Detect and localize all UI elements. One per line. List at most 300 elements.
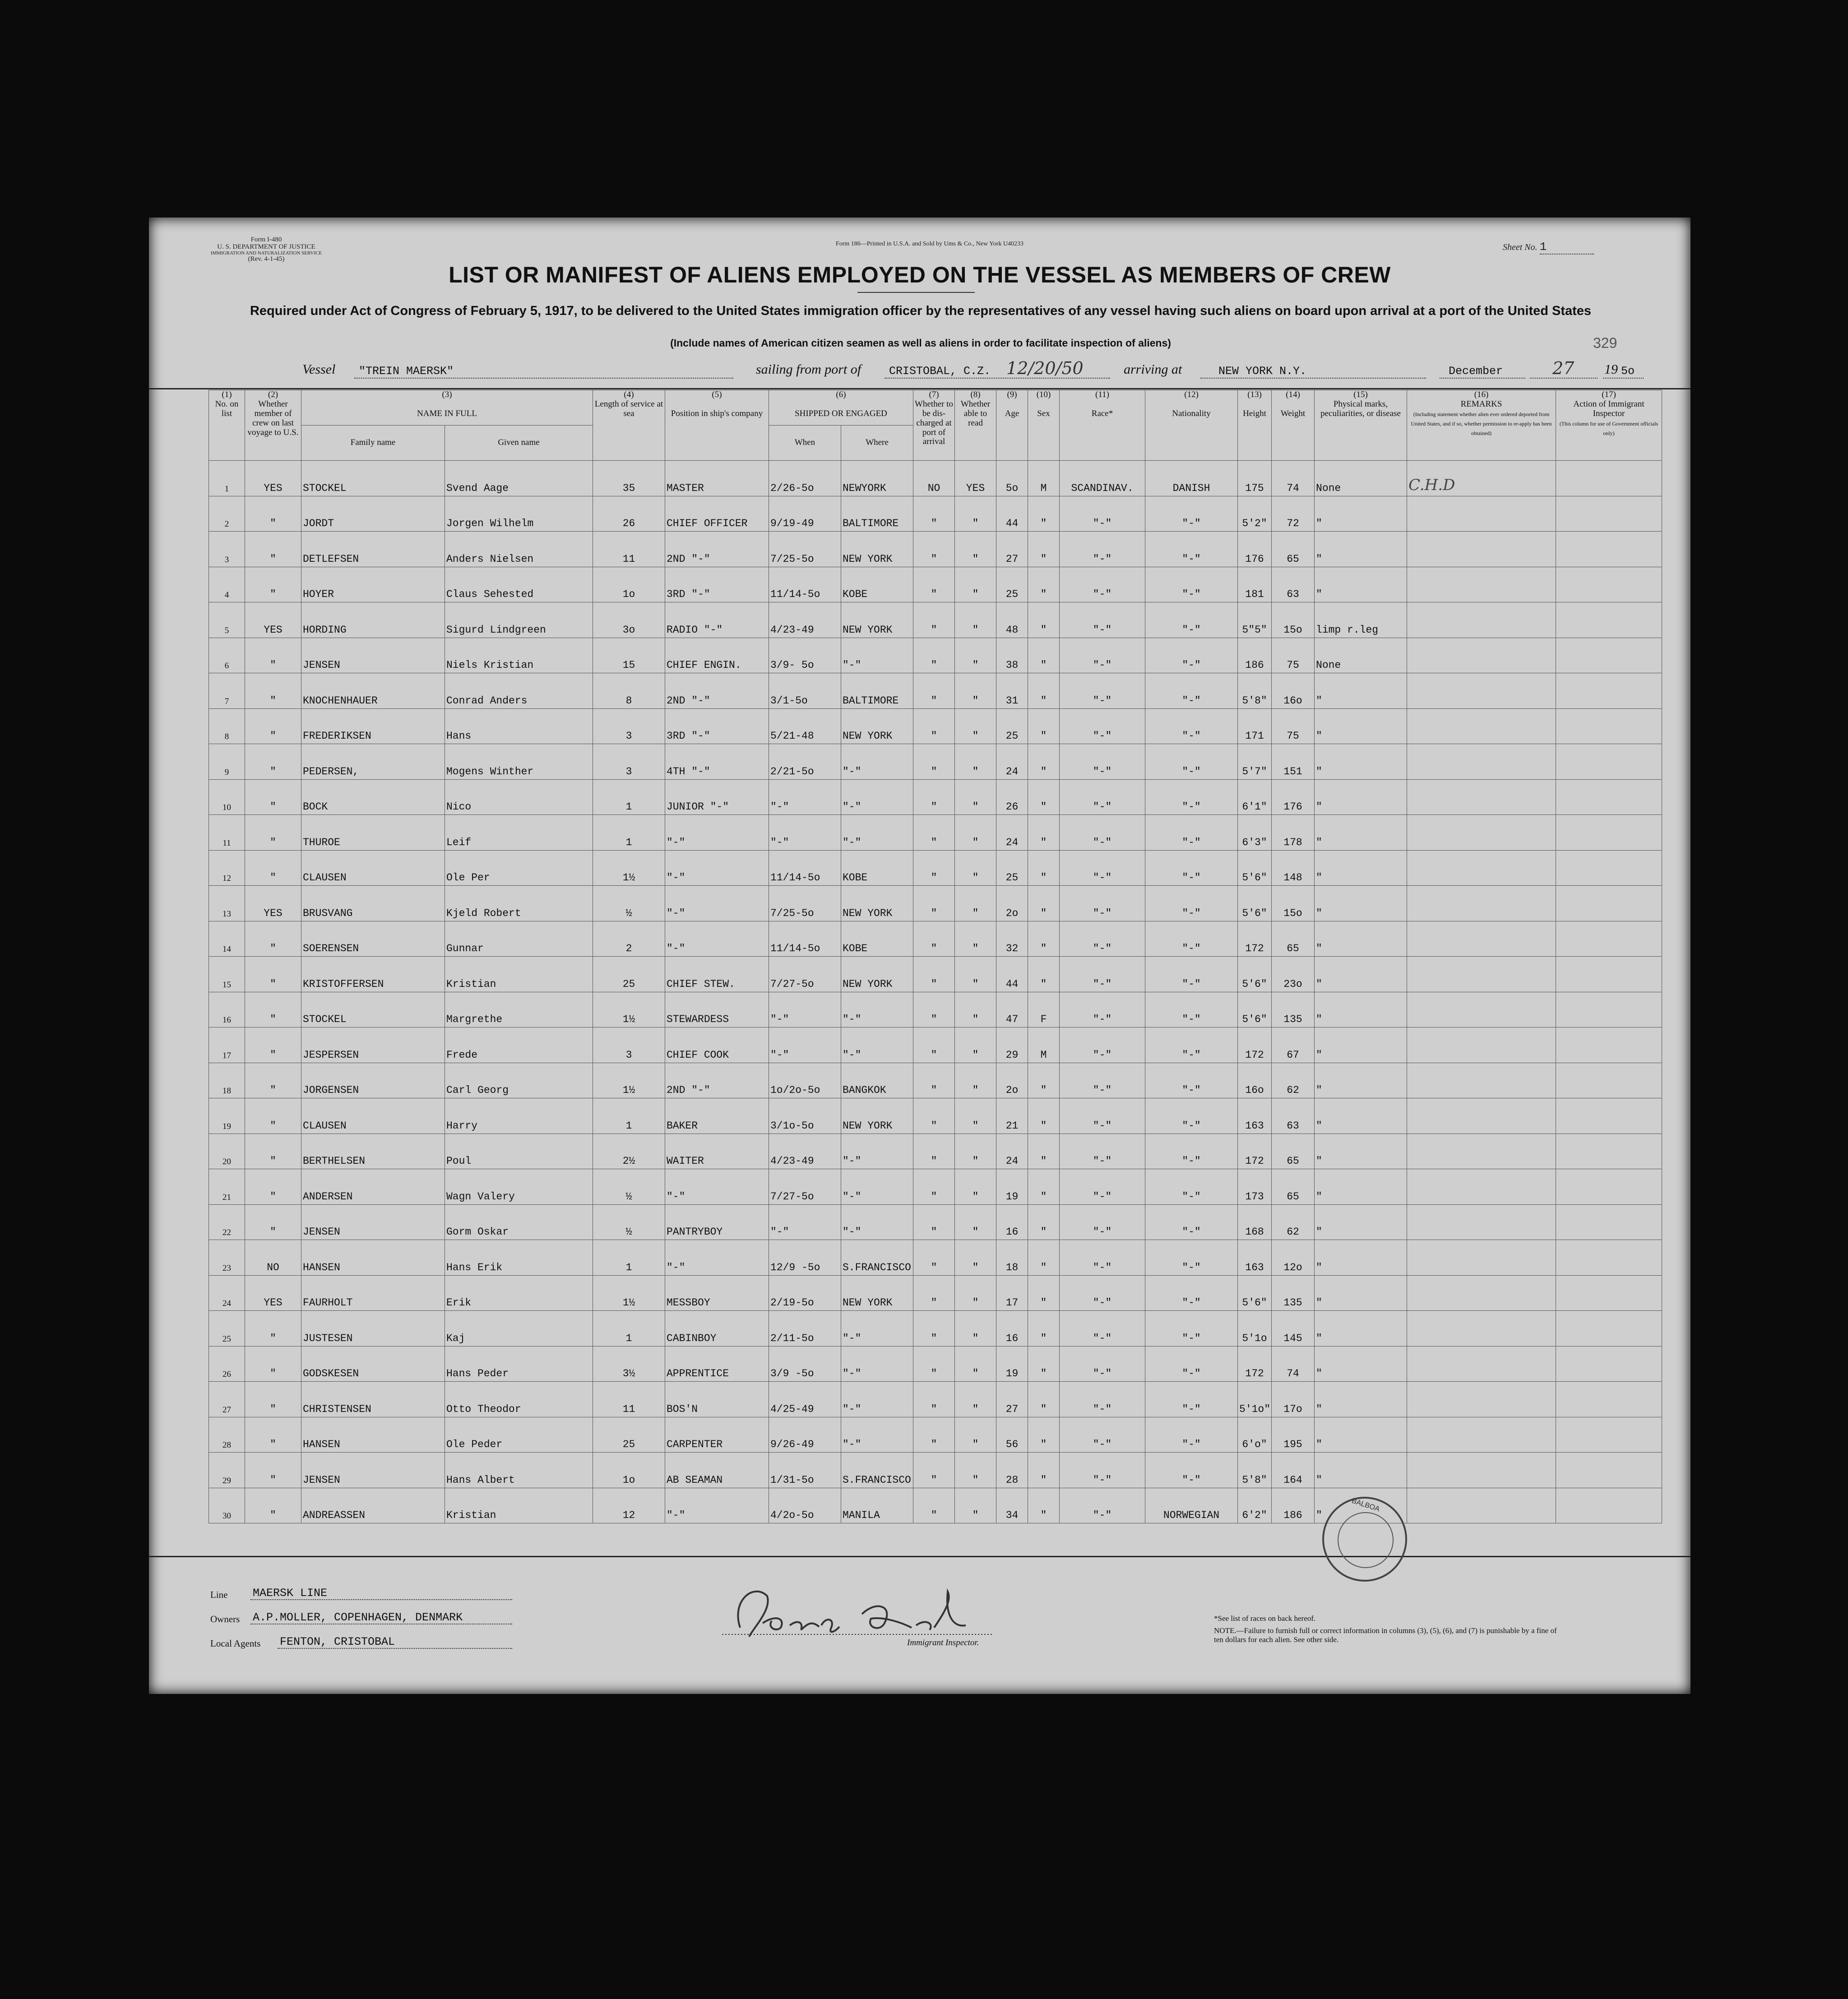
cell-shipped-where: "-" <box>841 1027 913 1063</box>
department-name: U. S. DEPARTMENT OF JUSTICE <box>217 243 315 250</box>
cell-inspector-action <box>1556 461 1662 496</box>
stamp-text: BALBOA <box>1351 1497 1381 1513</box>
cell-age: 19 <box>996 1169 1028 1205</box>
table-row <box>209 957 1662 992</box>
cell-row-number: 1 <box>209 461 245 496</box>
cell-inspector-action <box>1556 992 1662 1027</box>
cell-shipped-when: 3/9- 5o <box>769 638 841 673</box>
cell-service-length: 1o <box>593 567 665 602</box>
table-row <box>209 815 1662 851</box>
cell-position: "-" <box>665 850 769 886</box>
cell-position: WAITER <box>665 1134 769 1169</box>
port-underline <box>885 378 1110 379</box>
table-row <box>209 461 1662 496</box>
cell-inspector-action <box>1556 638 1662 673</box>
cell-service-length: 12 <box>593 1488 665 1523</box>
cell-physical-marks: " <box>1315 1204 1407 1240</box>
port-stamp <box>1322 1497 1407 1582</box>
cell-nationality: "-" <box>1145 1417 1238 1453</box>
cell-remarks <box>1407 1098 1556 1134</box>
cell-inspector-action <box>1556 708 1662 744</box>
owners-value: A.P.MOLLER, COPENHAGEN, DENMARK <box>253 1611 463 1624</box>
cell-sex: " <box>1028 815 1060 851</box>
cell-height: 173 <box>1238 1169 1272 1205</box>
cell-remarks <box>1407 886 1556 921</box>
cell-service-length: 3 <box>593 744 665 780</box>
cell-remarks <box>1407 1275 1556 1311</box>
cell-nationality: "-" <box>1145 957 1238 992</box>
cell-family-name: BERTHELSEN <box>301 1134 445 1169</box>
col-no-header: (1) No. on list <box>209 390 245 461</box>
cell-race: "-" <box>1060 1134 1145 1169</box>
cell-height: 6'o" <box>1238 1417 1272 1453</box>
cell-remarks <box>1407 602 1556 638</box>
cell-shipped-when: 7/25-5o <box>769 532 841 567</box>
cell-row-number: 9 <box>209 744 245 780</box>
cell-height: 172 <box>1238 1027 1272 1063</box>
cell-physical-marks: None <box>1315 638 1407 673</box>
cell-race: "-" <box>1060 850 1145 886</box>
subtitle-instruction: (Include names of American citizen seamen as well as aliens in order to facilitate inspection of aliens) <box>670 337 1171 349</box>
inspector-label: Immigrant Inspector. <box>907 1638 979 1647</box>
table-row <box>209 1417 1662 1453</box>
cell-sex: " <box>1028 602 1060 638</box>
cell-age: 24 <box>996 1134 1028 1169</box>
cell-row-number: 10 <box>209 779 245 815</box>
cell-weight: 145 <box>1272 1311 1315 1347</box>
cell-weight: 195 <box>1272 1417 1315 1453</box>
cell-height: 172 <box>1238 1134 1272 1169</box>
fine-note: NOTE.—Failure to furnish full or correct information in columns (3), (5), (6), and (7) is punishable by a fine of ten dollars for each alien. See other side. <box>1214 1626 1557 1644</box>
col-read-header: (8) Whether able to read <box>955 390 996 461</box>
cell-family-name: KRISTOFFERSEN <box>301 957 445 992</box>
cell-shipped-where: NEW YORK <box>841 708 913 744</box>
cell-service-length: 3o <box>593 602 665 638</box>
col-discharge-header: (7) Whether to be dis-charged at port of arrival <box>913 390 955 461</box>
cell-sex: " <box>1028 1382 1060 1417</box>
cell-race: "-" <box>1060 708 1145 744</box>
cell-position: "-" <box>665 1240 769 1276</box>
cell-shipped-where: S.FRANCISCO <box>841 1240 913 1276</box>
cell-height: 6'2" <box>1238 1488 1272 1523</box>
cell-discharged: " <box>913 1063 955 1098</box>
cell-physical-marks: " <box>1315 708 1407 744</box>
cell-race: "-" <box>1060 496 1145 532</box>
arrival-month: December <box>1449 365 1503 378</box>
table-row <box>209 1382 1662 1417</box>
cell-race: "-" <box>1060 602 1145 638</box>
cell-discharged: " <box>913 992 955 1027</box>
cell-position: MASTER <box>665 461 769 496</box>
cell-discharged: " <box>913 1417 955 1453</box>
cell-remarks <box>1407 673 1556 709</box>
cell-weight: 151 <box>1272 744 1315 780</box>
cell-shipped-when: 3/9 -5o <box>769 1346 841 1382</box>
cell-sex: " <box>1028 1453 1060 1488</box>
cell-family-name: FAURHOLT <box>301 1275 445 1311</box>
cell-remarks <box>1407 815 1556 851</box>
cell-last-voyage: " <box>245 921 301 957</box>
cell-last-voyage: " <box>245 1204 301 1240</box>
cell-weight: 74 <box>1272 1346 1315 1382</box>
cell-discharged: " <box>913 744 955 780</box>
cell-service-length: ½ <box>593 1204 665 1240</box>
cell-last-voyage: YES <box>245 461 301 496</box>
cell-nationality: "-" <box>1145 779 1238 815</box>
cell-able-to-read: " <box>955 1382 996 1417</box>
cell-able-to-read: " <box>955 673 996 709</box>
cell-weight: 135 <box>1272 992 1315 1027</box>
cell-shipped-where: BALTIMORE <box>841 673 913 709</box>
cell-weight: 148 <box>1272 850 1315 886</box>
cell-weight: 63 <box>1272 567 1315 602</box>
arriving-label: arriving at <box>1124 362 1182 377</box>
cell-nationality: "-" <box>1145 886 1238 921</box>
cell-nationality: "-" <box>1145 1204 1238 1240</box>
table-row <box>209 708 1662 744</box>
cell-height: 175 <box>1238 461 1272 496</box>
cell-row-number: 4 <box>209 567 245 602</box>
cell-remarks <box>1407 1169 1556 1205</box>
page-title: LIST OR MANIFEST OF ALIENS EMPLOYED ON THE VESSEL AS MEMBERS OF CREW <box>449 262 1391 287</box>
cell-weight: 75 <box>1272 638 1315 673</box>
cell-physical-marks: limp r.leg <box>1315 602 1407 638</box>
cell-row-number: 29 <box>209 1453 245 1488</box>
cell-service-length: ½ <box>593 1169 665 1205</box>
cell-position: "-" <box>665 886 769 921</box>
cell-service-length: 11 <box>593 1382 665 1417</box>
cell-inspector-action <box>1556 1453 1662 1488</box>
cell-remarks <box>1407 1134 1556 1169</box>
cell-discharged: " <box>913 1382 955 1417</box>
cell-sex: " <box>1028 496 1060 532</box>
cell-age: 44 <box>996 957 1028 992</box>
cell-last-voyage: YES <box>245 1275 301 1311</box>
cell-shipped-where: "-" <box>841 1346 913 1382</box>
cell-physical-marks: " <box>1315 1453 1407 1488</box>
cell-able-to-read: " <box>955 992 996 1027</box>
cell-sex: " <box>1028 850 1060 886</box>
cell-remarks <box>1407 1382 1556 1417</box>
cell-inspector-action <box>1556 1311 1662 1347</box>
cell-able-to-read: " <box>955 602 996 638</box>
cell-age: 25 <box>996 567 1028 602</box>
vessel-underline <box>354 378 733 379</box>
cell-physical-marks: " <box>1315 815 1407 851</box>
cell-row-number: 3 <box>209 532 245 567</box>
cell-weight: 15o <box>1272 602 1315 638</box>
cell-shipped-where: "-" <box>841 744 913 780</box>
cell-service-length: 25 <box>593 1417 665 1453</box>
cell-discharged: " <box>913 850 955 886</box>
cell-age: 29 <box>996 1027 1028 1063</box>
cell-race: "-" <box>1060 992 1145 1027</box>
cell-race: "-" <box>1060 1169 1145 1205</box>
cell-family-name: FREDERIKSEN <box>301 708 445 744</box>
cell-physical-marks: " <box>1315 779 1407 815</box>
table-row <box>209 1275 1662 1311</box>
cell-discharged: " <box>913 673 955 709</box>
cell-race: "-" <box>1060 1275 1145 1311</box>
cell-age: 16 <box>996 1311 1028 1347</box>
cell-position: 3RD "-" <box>665 567 769 602</box>
cell-inspector-action <box>1556 567 1662 602</box>
cell-physical-marks: None <box>1315 461 1407 496</box>
cell-row-number: 7 <box>209 673 245 709</box>
cell-remarks <box>1407 1311 1556 1347</box>
sheet-label: Sheet No. <box>1503 242 1538 252</box>
vessel-name: "TREIN MAERSK" <box>359 365 454 378</box>
cell-able-to-read: " <box>955 1027 996 1063</box>
cell-sex: " <box>1028 1240 1060 1276</box>
cell-last-voyage: " <box>245 1453 301 1488</box>
cell-inspector-action <box>1556 673 1662 709</box>
cell-position: BOS'N <box>665 1382 769 1417</box>
cell-position: AB SEAMAN <box>665 1453 769 1488</box>
table-row <box>209 1488 1662 1523</box>
cell-remarks: C.H.D <box>1407 461 1556 496</box>
cell-age: 32 <box>996 921 1028 957</box>
table-row <box>209 1346 1662 1382</box>
cell-shipped-when: 4/2o-5o <box>769 1488 841 1523</box>
cell-race: "-" <box>1060 1063 1145 1098</box>
sheet-value: 1 <box>1540 240 1594 255</box>
cell-age: 56 <box>996 1417 1028 1453</box>
cell-family-name: CHRISTENSEN <box>301 1382 445 1417</box>
cell-family-name: BRUSVANG <box>301 886 445 921</box>
table-row <box>209 673 1662 709</box>
cell-family-name: HANSEN <box>301 1417 445 1453</box>
cell-inspector-action <box>1556 1275 1662 1311</box>
cell-row-number: 15 <box>209 957 245 992</box>
cell-given-name: Frede <box>445 1027 593 1063</box>
cell-inspector-action <box>1556 602 1662 638</box>
cell-discharged: " <box>913 638 955 673</box>
cell-able-to-read: " <box>955 708 996 744</box>
cell-able-to-read: " <box>955 921 996 957</box>
cell-shipped-when: 11/14-5o <box>769 567 841 602</box>
col-remarks-header: (16) REMARKS (Including statement whether alien ever ordered deported from United States, and if so, whether permission to re-apply has been obtained) <box>1407 390 1556 461</box>
cell-age: 44 <box>996 496 1028 532</box>
cell-row-number: 26 <box>209 1346 245 1382</box>
arrival-underline <box>1200 378 1426 379</box>
cell-family-name: JESPERSEN <box>301 1027 445 1063</box>
cell-nationality: "-" <box>1145 992 1238 1027</box>
cell-family-name: ANDREASSEN <box>301 1488 445 1523</box>
cell-shipped-when: 11/14-5o <box>769 921 841 957</box>
cell-service-length: 3 <box>593 708 665 744</box>
cell-able-to-read: " <box>955 779 996 815</box>
cell-height: 5'1o <box>1238 1311 1272 1347</box>
cell-last-voyage: " <box>245 496 301 532</box>
cell-shipped-when: 7/25-5o <box>769 886 841 921</box>
cell-nationality: "-" <box>1145 1063 1238 1098</box>
cell-weight: 135 <box>1272 1275 1315 1311</box>
cell-row-number: 23 <box>209 1240 245 1276</box>
cell-able-to-read: " <box>955 532 996 567</box>
cell-race: "-" <box>1060 921 1145 957</box>
cell-sex: " <box>1028 1098 1060 1134</box>
col-family-name-header: Family name <box>301 426 445 461</box>
cell-shipped-where: S.FRANCISCO <box>841 1453 913 1488</box>
cell-family-name: JENSEN <box>301 1204 445 1240</box>
cell-able-to-read: " <box>955 1098 996 1134</box>
cell-given-name: Gunnar <box>445 921 593 957</box>
cell-age: 21 <box>996 1098 1028 1134</box>
cell-inspector-action <box>1556 1134 1662 1169</box>
cell-nationality: NORWEGIAN <box>1145 1488 1238 1523</box>
table-row <box>209 638 1662 673</box>
cell-race: SCANDINAV. <box>1060 461 1145 496</box>
cell-row-number: 17 <box>209 1027 245 1063</box>
col-sex-header: (10) Sex <box>1028 390 1060 461</box>
cell-shipped-when: 3/1-5o <box>769 673 841 709</box>
cell-last-voyage: " <box>245 1488 301 1523</box>
cell-discharged: " <box>913 1346 955 1382</box>
cell-age: 38 <box>996 638 1028 673</box>
cell-last-voyage: " <box>245 850 301 886</box>
cell-race: "-" <box>1060 1027 1145 1063</box>
cell-family-name: DETLEFSEN <box>301 532 445 567</box>
cell-remarks <box>1407 1027 1556 1063</box>
table-header <box>209 390 1662 461</box>
cell-last-voyage: " <box>245 532 301 567</box>
cell-nationality: "-" <box>1145 850 1238 886</box>
cell-sex: " <box>1028 673 1060 709</box>
cell-row-number: 24 <box>209 1275 245 1311</box>
cell-family-name: JUSTESEN <box>301 1311 445 1347</box>
cell-position: CHIEF STEW. <box>665 957 769 992</box>
cell-age: 5o <box>996 461 1028 496</box>
cell-shipped-when: 4/23-49 <box>769 1134 841 1169</box>
cell-discharged: " <box>913 1240 955 1276</box>
cell-shipped-when: 9/19-49 <box>769 496 841 532</box>
cell-given-name: Leif <box>445 815 593 851</box>
cell-height: 5'8" <box>1238 1453 1272 1488</box>
cell-race: "-" <box>1060 532 1145 567</box>
cell-row-number: 14 <box>209 921 245 957</box>
cell-shipped-where: "-" <box>841 1382 913 1417</box>
cell-inspector-action <box>1556 921 1662 957</box>
cell-family-name: SOERENSEN <box>301 921 445 957</box>
cell-physical-marks: " <box>1315 1134 1407 1169</box>
cell-age: 48 <box>996 602 1028 638</box>
cell-physical-marks: " <box>1315 1063 1407 1098</box>
cell-sex: " <box>1028 638 1060 673</box>
cell-remarks <box>1407 1453 1556 1488</box>
cell-shipped-where: NEW YORK <box>841 1275 913 1311</box>
cell-inspector-action <box>1556 1063 1662 1098</box>
cell-row-number: 25 <box>209 1311 245 1347</box>
cell-family-name: PEDERSEN, <box>301 744 445 780</box>
cell-shipped-where: KOBE <box>841 850 913 886</box>
cell-physical-marks: " <box>1315 1488 1407 1523</box>
cell-service-length: 1½ <box>593 1063 665 1098</box>
sheet-number <box>1503 240 1594 255</box>
cell-last-voyage: " <box>245 1063 301 1098</box>
cell-age: 28 <box>996 1453 1028 1488</box>
cell-inspector-action <box>1556 779 1662 815</box>
cell-weight: 65 <box>1272 1169 1315 1205</box>
cell-able-to-read: " <box>955 1134 996 1169</box>
cell-inspector-action <box>1556 850 1662 886</box>
cell-remarks <box>1407 567 1556 602</box>
table-row <box>209 1063 1662 1098</box>
cell-given-name: Hans Peder <box>445 1346 593 1382</box>
cell-discharged: " <box>913 1098 955 1134</box>
col-action-header: (17) Action of Immigrant Inspector (This column for use of Government officials only) <box>1556 390 1662 461</box>
cell-physical-marks: " <box>1315 1275 1407 1311</box>
cell-shipped-where: NEW YORK <box>841 602 913 638</box>
cell-nationality: "-" <box>1145 815 1238 851</box>
cell-weight: 12o <box>1272 1240 1315 1276</box>
line-value: MAERSK LINE <box>253 1587 328 1600</box>
cell-discharged: " <box>913 1169 955 1205</box>
cell-given-name: Hans <box>445 708 593 744</box>
cell-position: CARPENTER <box>665 1417 769 1453</box>
table-row <box>209 1311 1662 1347</box>
cell-height: 5'8" <box>1238 673 1272 709</box>
cell-sex: " <box>1028 886 1060 921</box>
cell-family-name: ANDERSEN <box>301 1169 445 1205</box>
cell-age: 26 <box>996 779 1028 815</box>
cell-shipped-where: "-" <box>841 1134 913 1169</box>
cell-given-name: Ole Per <box>445 850 593 886</box>
cell-shipped-when: "-" <box>769 1027 841 1063</box>
cell-race: "-" <box>1060 1453 1145 1488</box>
cell-height: 5'6" <box>1238 1275 1272 1311</box>
cell-height: 168 <box>1238 1204 1272 1240</box>
cell-race: "-" <box>1060 638 1145 673</box>
cell-weight: 67 <box>1272 1027 1315 1063</box>
cell-position: CHIEF ENGIN. <box>665 638 769 673</box>
cell-last-voyage: " <box>245 1134 301 1169</box>
col-height-header: (13) Height <box>1238 390 1272 461</box>
cell-able-to-read: " <box>955 1488 996 1523</box>
cell-given-name: Hans Albert <box>445 1453 593 1488</box>
cell-nationality: DANISH <box>1145 461 1238 496</box>
table-row <box>209 1240 1662 1276</box>
cell-given-name: Kristian <box>445 957 593 992</box>
cell-last-voyage: YES <box>245 602 301 638</box>
cell-shipped-when: "-" <box>769 779 841 815</box>
cell-height: 172 <box>1238 1346 1272 1382</box>
table-row <box>209 1027 1662 1063</box>
cell-given-name: Gorm Oskar <box>445 1204 593 1240</box>
cell-height: 163 <box>1238 1098 1272 1134</box>
cell-shipped-where: NEWYORK <box>841 461 913 496</box>
cell-shipped-where: KOBE <box>841 921 913 957</box>
cell-physical-marks: " <box>1315 1027 1407 1063</box>
cell-height: 171 <box>1238 708 1272 744</box>
cell-row-number: 6 <box>209 638 245 673</box>
cell-shipped-when: 7/27-5o <box>769 1169 841 1205</box>
cell-physical-marks: " <box>1315 673 1407 709</box>
cell-weight: 65 <box>1272 921 1315 957</box>
cell-height: 5'6" <box>1238 850 1272 886</box>
cell-age: 25 <box>996 850 1028 886</box>
cell-inspector-action <box>1556 815 1662 851</box>
subtitle-requirement: Required under Act of Congress of February 5, 1917, to be delivered to the United States immigration officer by the representatives of any vessel having such aliens on board upon arrival at a port of the United States <box>250 304 1592 318</box>
cell-shipped-where: NEW YORK <box>841 532 913 567</box>
cell-last-voyage: " <box>245 779 301 815</box>
col-nationality-header: (12) Nationality <box>1145 390 1238 461</box>
cell-age: 27 <box>996 1382 1028 1417</box>
cell-family-name: KNOCHENHAUER <box>301 673 445 709</box>
cell-physical-marks: " <box>1315 1346 1407 1382</box>
departure-port: CRISTOBAL, C.Z. <box>889 365 991 378</box>
cell-weight: 75 <box>1272 708 1315 744</box>
